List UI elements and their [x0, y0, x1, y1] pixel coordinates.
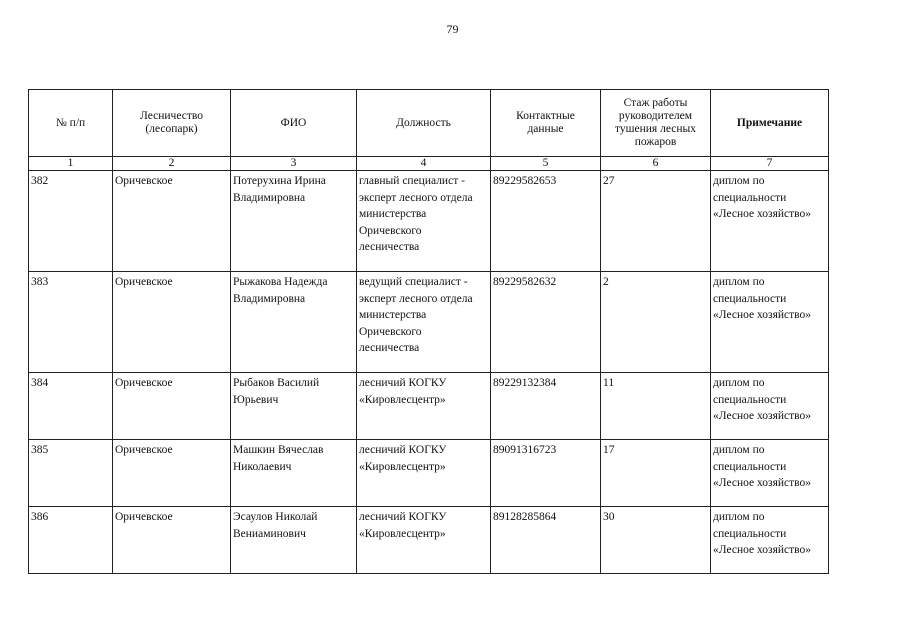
column-number-row — [29, 157, 829, 171]
header-cell-contact: Контактные данные — [491, 90, 601, 157]
column-number: 1 — [29, 157, 113, 171]
experience-cell: 17 — [601, 440, 711, 507]
forestry-cell: Оричевское — [113, 507, 231, 574]
forestry-cell: Оричевское — [113, 171, 231, 272]
table-row — [29, 440, 829, 507]
name-cell: Эсаулов Николай Вениаминович — [231, 507, 357, 574]
forestry-cell: Оричевское — [113, 373, 231, 440]
column-number: 4 — [357, 157, 491, 171]
note-cell: диплом по специальности «Лесное хозяйство» — [711, 373, 829, 440]
row-number: 382 — [29, 171, 113, 272]
note-cell: диплом по специальности «Лесное хозяйство» — [711, 507, 829, 574]
experience-cell: 30 — [601, 507, 711, 574]
row-number: 386 — [29, 507, 113, 574]
position-cell: лесничий КОГКУ «Кировлесцентр» — [357, 373, 491, 440]
header-row — [29, 90, 829, 157]
header-cell-number: № п/п — [29, 90, 113, 157]
contact-cell: 89229132384 — [491, 373, 601, 440]
position-cell: ведущий специалист - эксперт лесного отдела министерства Оричевского лесничества — [357, 272, 491, 373]
header-cell-experience: Стаж работы руководителем тушения лесных пожаров — [601, 90, 711, 157]
table-row — [29, 373, 829, 440]
contact-cell: 89229582653 — [491, 171, 601, 272]
table-row — [29, 171, 829, 272]
forestry-cell: Оричевское — [113, 272, 231, 373]
header-cell-name: ФИО — [231, 90, 357, 157]
row-number: 383 — [29, 272, 113, 373]
forestry-cell: Оричевское — [113, 440, 231, 507]
column-number: 2 — [113, 157, 231, 171]
name-cell: Рыжакова Надежда Владимировна — [231, 272, 357, 373]
table-row — [29, 272, 829, 373]
column-number: 5 — [491, 157, 601, 171]
position-cell: лесничий КОГКУ «Кировлесцентр» — [357, 440, 491, 507]
contact-cell: 89091316723 — [491, 440, 601, 507]
contact-cell: 89128285864 — [491, 507, 601, 574]
column-number: 7 — [711, 157, 829, 171]
position-cell: лесничий КОГКУ «Кировлесцентр» — [357, 507, 491, 574]
column-number: 6 — [601, 157, 711, 171]
position-cell: главный специалист - эксперт лесного отдела министерства Оричевского лесничества — [357, 171, 491, 272]
column-number: 3 — [231, 157, 357, 171]
contact-cell: 89229582632 — [491, 272, 601, 373]
experience-cell: 27 — [601, 171, 711, 272]
table-row — [29, 507, 829, 574]
note-cell: диплом по специальности «Лесное хозяйство» — [711, 171, 829, 272]
note-cell: диплом по специальности «Лесное хозяйство» — [711, 272, 829, 373]
header-cell-position: Должность — [357, 90, 491, 157]
experience-cell: 2 — [601, 272, 711, 373]
row-number: 384 — [29, 373, 113, 440]
name-cell: Машкин Вячеслав Николаевич — [231, 440, 357, 507]
page-number: 79 — [446, 22, 459, 36]
header-cell-note: Примечание — [711, 90, 829, 157]
note-cell: диплом по специальности «Лесное хозяйство» — [711, 440, 829, 507]
name-cell: Рыбаков Василий Юрьевич — [231, 373, 357, 440]
experience-cell: 11 — [601, 373, 711, 440]
header-cell-forestry: Лесничество (лесопарк) — [113, 90, 231, 157]
row-number: 385 — [29, 440, 113, 507]
name-cell: Потерухина Ирина Владимировна — [231, 171, 357, 272]
personnel-table — [28, 89, 829, 574]
